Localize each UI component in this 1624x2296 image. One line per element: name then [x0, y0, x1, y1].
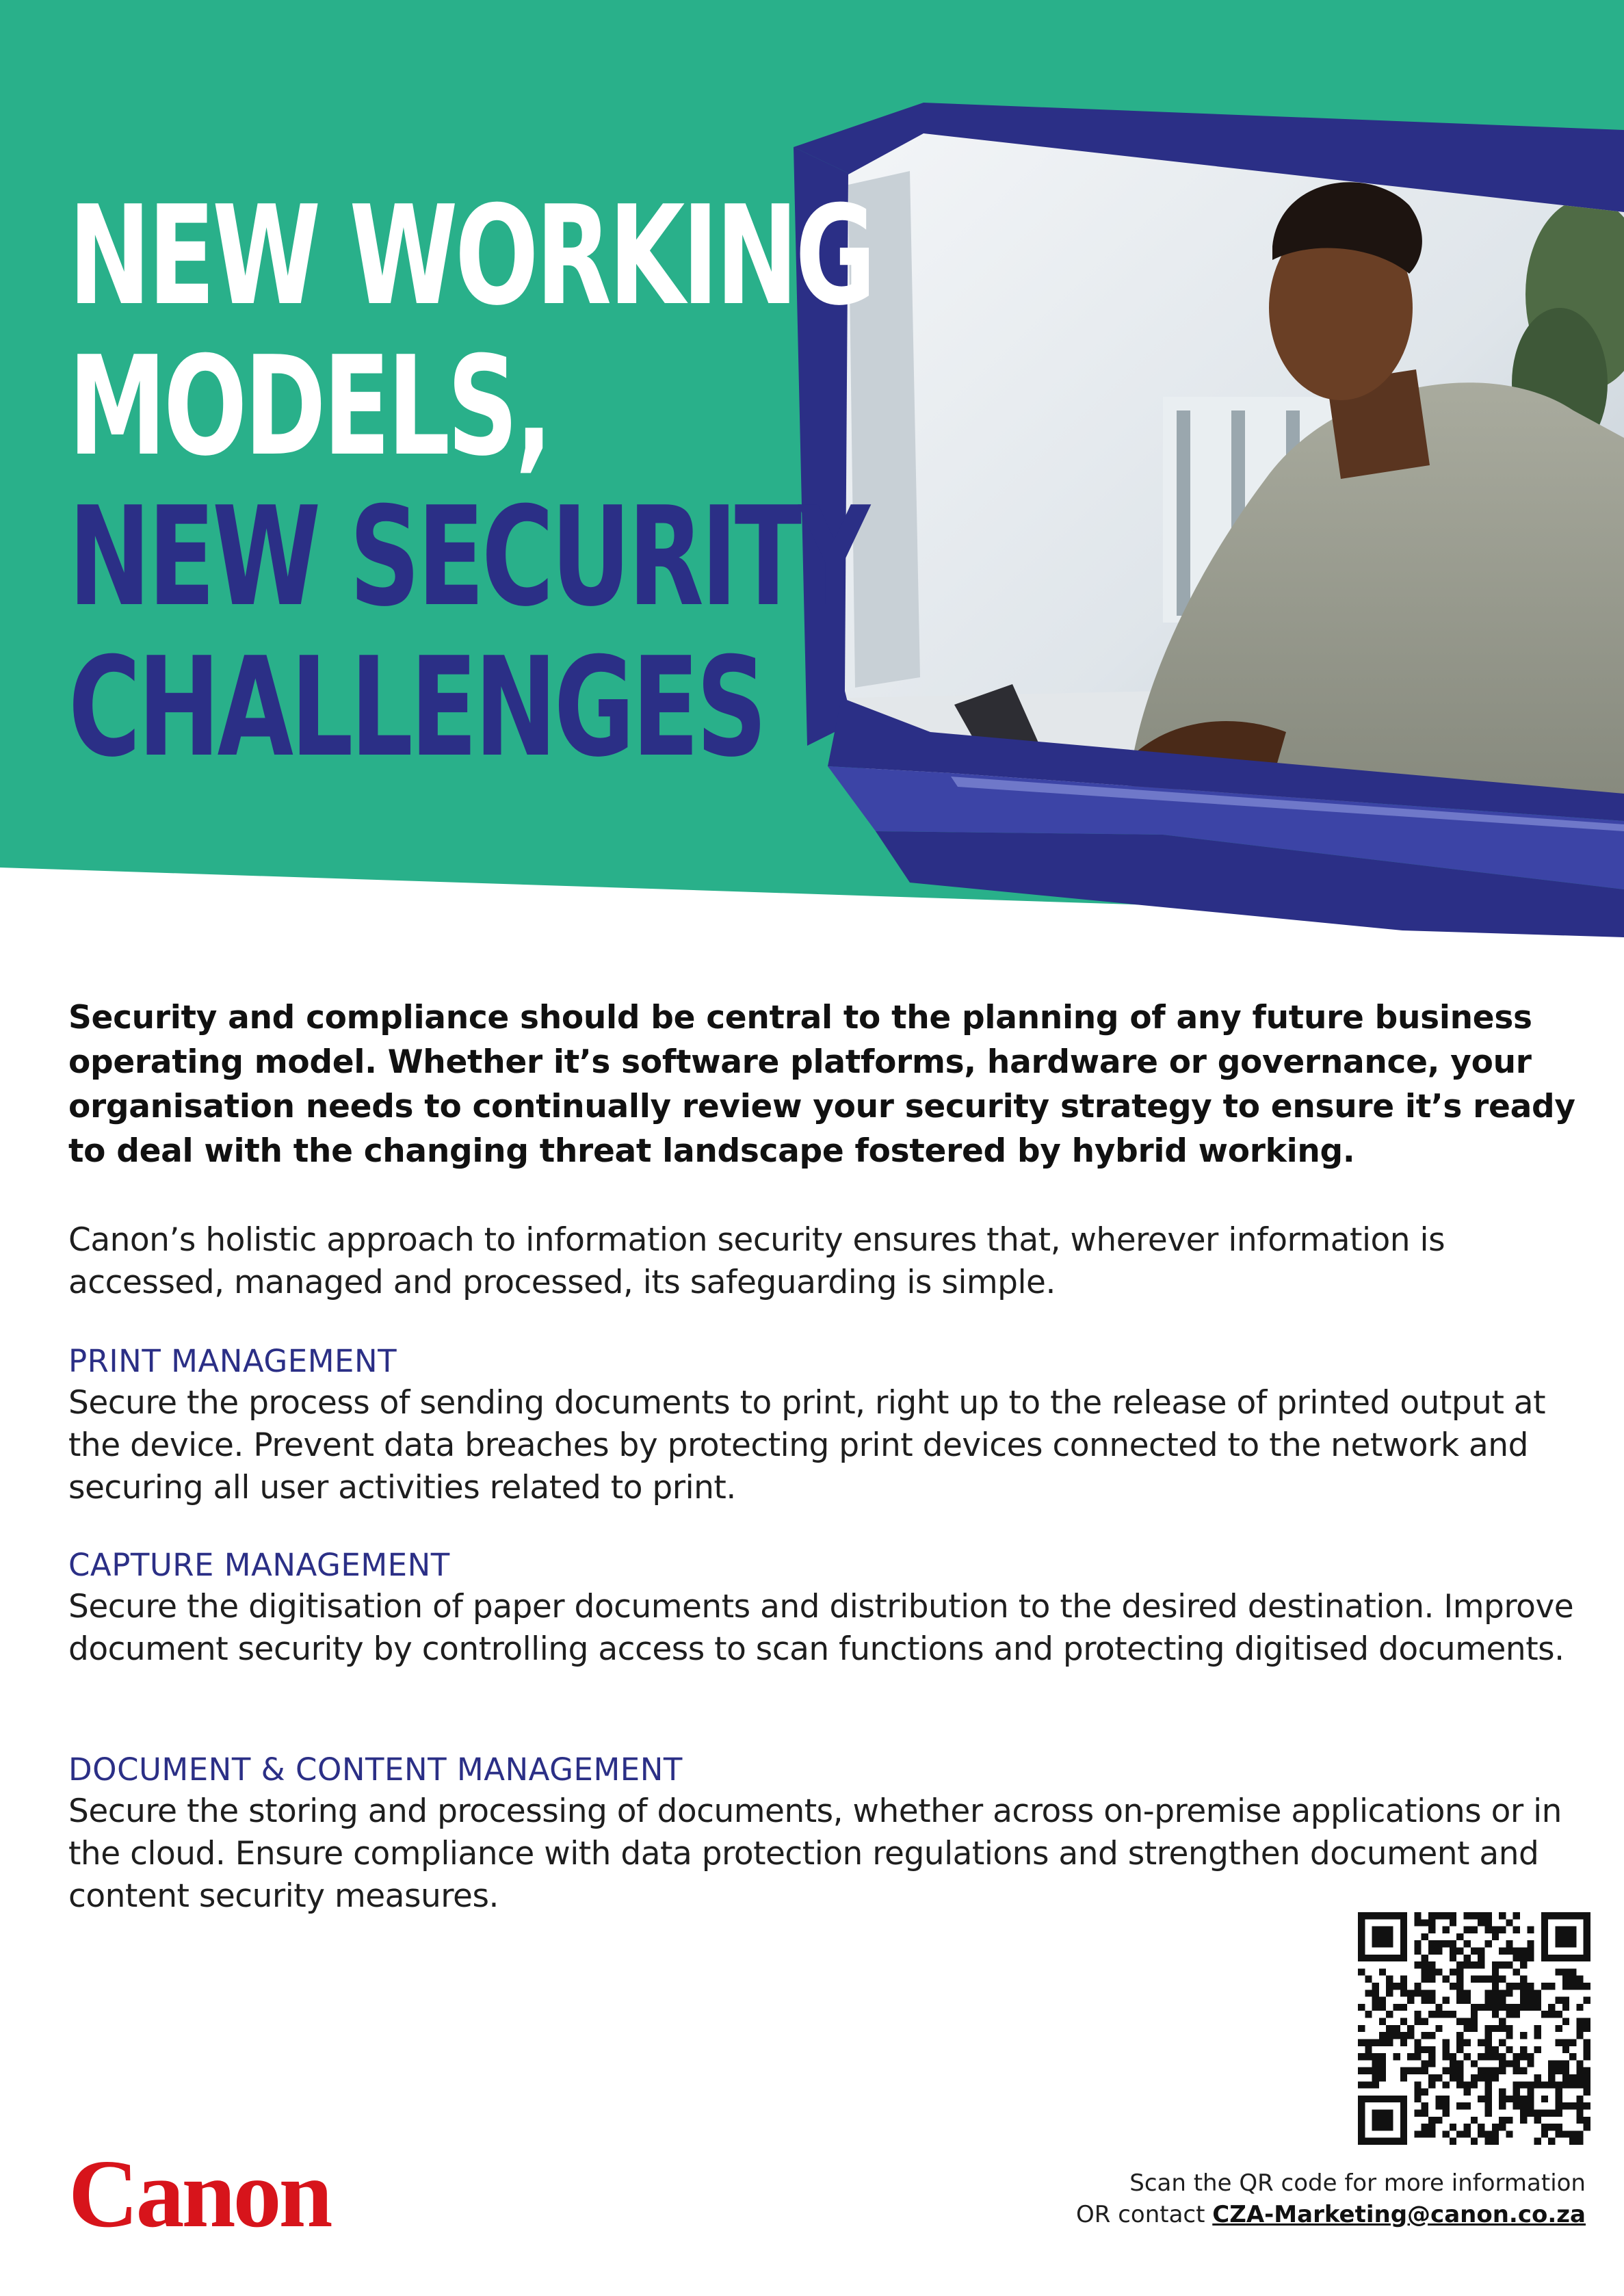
headline-line-4: CHALLENGES — [68, 628, 765, 787]
svg-text:Canon: Canon — [68, 2150, 330, 2239]
qr-code-icon[interactable] — [1358, 1912, 1590, 2148]
qr-code-graphic — [1358, 1912, 1590, 2145]
headline-line-3: NEW SECURITY — [68, 478, 867, 637]
section-text-document: Secure the storing and processing of documents, whether across on-premise applications or in the cloud. Ensure compliance with data protection regulations and strengthen document and content security measures. — [68, 1792, 1562, 1915]
section-heading-document: DOCUMENT & CONTENT MANAGEMENT — [68, 1751, 683, 1788]
contact-prefix: OR contact — [1076, 2201, 1205, 2228]
section-text-capture: Secure the digitisation of paper documents and distribution to the desired destination. Improve document security by controlling access to scan functions and protecting digitised documents. — [68, 1588, 1574, 1668]
section-heading-capture: CAPTURE MANAGEMENT — [68, 1547, 450, 1583]
intro-paragraph: Canon’s holistic approach to information security ensures that, wherever information is accessed, managed and processed, its safeguarding is simple. — [68, 1221, 1445, 1301]
footer-contact — [1076, 2167, 1586, 2230]
page-title — [68, 177, 874, 787]
section-heading-print: PRINT MANAGEMENT — [68, 1343, 397, 1379]
canon-logo-mark — [68, 2150, 451, 2239]
headline-line-2: MODELS, — [68, 327, 550, 486]
qr-note: Scan the QR code for more information — [1129, 2169, 1586, 2197]
headline-line-1: NEW WORKING — [68, 177, 874, 336]
hero-banner — [0, 0, 1624, 958]
canon-logo — [68, 2150, 451, 2242]
section-text-print: Secure the process of sending documents to print, right up to the release of printed output at the device. Prevent data breaches by protecting print devices connected to the network and securing all user activities related to print. — [68, 1384, 1546, 1506]
contact-email-link[interactable]: CZA-Marketing@canon.co.za — [1212, 2201, 1586, 2228]
intro-lead: Security and compliance should be central to the planning of any future business operating model. Whether it’s software platforms, hardware or governance, your organisation needs to continually review your security strategy to ensure it’s ready to deal with the changing threat landscape fostered by hybrid working. — [68, 999, 1575, 1170]
